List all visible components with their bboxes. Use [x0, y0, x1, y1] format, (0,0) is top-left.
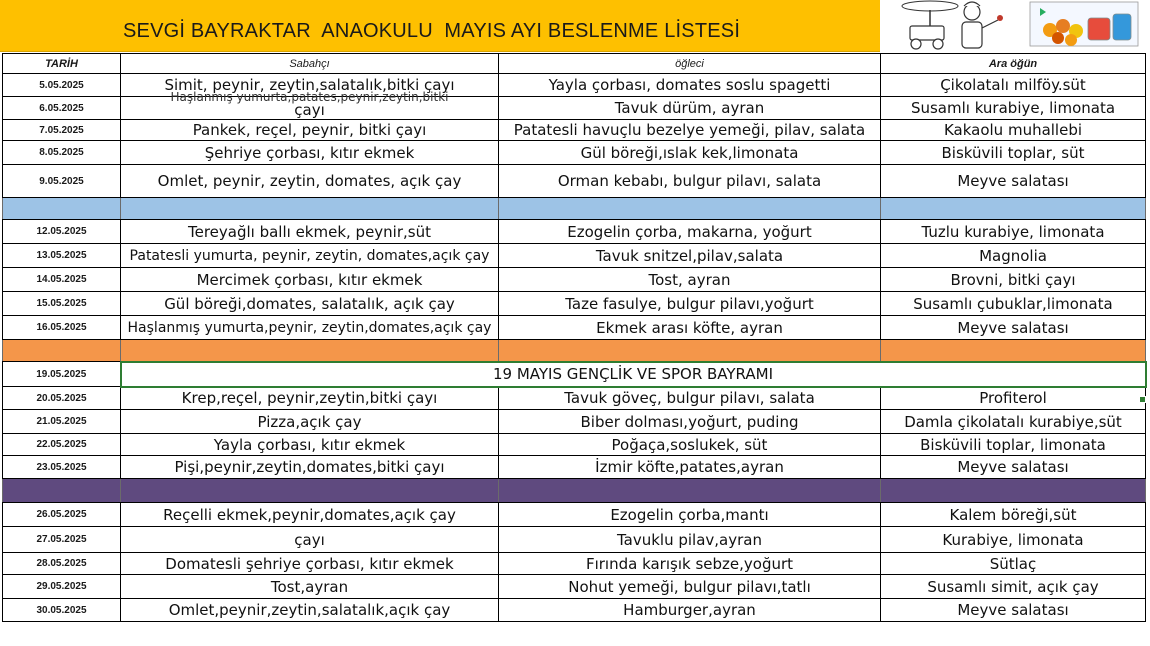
snack-cell[interactable]: Profiterol	[881, 387, 1146, 410]
breakfast-cell[interactable]	[121, 90, 499, 120]
menu-row	[3, 456, 1146, 479]
lunch-header: öğleci	[499, 54, 881, 74]
breakfast-cell[interactable]: Reçelli ekmek,peynir,domates,açık çay	[121, 503, 499, 527]
week-separator-row	[3, 479, 1146, 503]
clipart-area	[880, 0, 1150, 52]
date-cell[interactable]: 5.05.2025	[3, 74, 121, 97]
snack-cell[interactable]: Susamlı çubuklar,limonata	[881, 292, 1146, 316]
menu-row	[3, 434, 1146, 456]
date-cell[interactable]: 12.05.2025	[3, 220, 121, 244]
date-cell[interactable]: 22.05.2025	[3, 434, 121, 456]
breakfast-cell[interactable]: Omlet,peynir,zeytin,salatalık,açık çay	[121, 599, 499, 622]
breakfast-cell[interactable]: Tereyağlı ballı ekmek, peynir,süt	[121, 220, 499, 244]
breakfast-cell[interactable]: Mercimek çorbası, kıtır ekmek	[121, 268, 499, 292]
separator-cell	[499, 479, 881, 503]
lunch-cell[interactable]: Fırında karışık sebze,yoğurt	[499, 553, 881, 575]
snack-cell[interactable]: Kakaolu muhallebi	[881, 120, 1146, 141]
date-cell[interactable]: 30.05.2025	[3, 599, 121, 622]
lunch-cell[interactable]: Tavuklu pilav,ayran	[499, 527, 881, 553]
date-cell[interactable]: 29.05.2025	[3, 575, 121, 599]
snack-cell[interactable]: Meyve salatası	[881, 316, 1146, 340]
lunch-cell[interactable]: Gül böreği,ıslak kek,limonata	[499, 141, 881, 165]
breakfast-cell[interactable]: Omlet, peynir, zeytin, domates, açık çay	[121, 165, 499, 198]
overflow-text: Haşlanmış yumurta,patates,peynir,zeytin,bitki	[170, 90, 449, 104]
breakfast-cell[interactable]: Pizza,açık çay	[121, 410, 499, 434]
snack-cell[interactable]: Bisküvili toplar, limonata	[881, 434, 1146, 456]
date-cell[interactable]: 20.05.2025	[3, 387, 121, 410]
menu-row	[3, 599, 1146, 622]
breakfast-cell[interactable]: Haşlanmış yumurta,peynir, zeytin,domates,açık çay	[121, 316, 499, 340]
date-cell[interactable]: 6.05.2025	[3, 97, 121, 120]
snack-cell[interactable]: Meyve salatası	[881, 165, 1146, 198]
lunch-cell[interactable]: Tavuk göveç, bulgur pilavı, salata	[499, 387, 881, 410]
snack-cell[interactable]: Brovni, bitki çayı	[881, 268, 1146, 292]
date-cell[interactable]: 28.05.2025	[3, 553, 121, 575]
snack-cell[interactable]: Susamlı kurabiye, limonata	[881, 97, 1146, 120]
lunch-cell[interactable]: Orman kebabı, bulgur pilavı, salata	[499, 165, 881, 198]
menu-row	[3, 220, 1146, 244]
lunch-cell[interactable]: Ekmek arası köfte, ayran	[499, 316, 881, 340]
breakfast-cell[interactable]: Yayla çorbası, kıtır ekmek	[121, 434, 499, 456]
cell-selection-handle[interactable]	[1139, 396, 1146, 403]
snack-cell[interactable]: Magnolia	[881, 244, 1146, 268]
snack-cell[interactable]: Bisküvili toplar, süt	[881, 141, 1146, 165]
breakfast-cell[interactable]: Domatesli şehriye çorbası, kıtır ekmek	[121, 553, 499, 575]
breakfast-cell[interactable]: Gül böreği,domates, salatalık, açık çay	[121, 292, 499, 316]
breakfast-cell[interactable]: Tost,ayran	[121, 575, 499, 599]
date-cell[interactable]: 9.05.2025	[3, 165, 121, 198]
separator-cell	[3, 198, 121, 220]
menu-row	[3, 97, 1146, 120]
lunch-cell[interactable]: Yayla çorbası, domates soslu spagetti	[499, 74, 881, 97]
snack-header: Ara öğün	[881, 54, 1146, 74]
date-cell[interactable]: 13.05.2025	[3, 244, 121, 268]
separator-cell	[121, 198, 499, 220]
separator-cell	[3, 340, 121, 362]
menu-row	[3, 410, 1146, 434]
snack-cell[interactable]: Kalem böreği,süt	[881, 503, 1146, 527]
holiday-cell[interactable]: 19 MAYIS GENÇLİK VE SPOR BAYRAMI	[121, 362, 1146, 387]
separator-cell	[3, 479, 121, 503]
menu-row	[3, 120, 1146, 141]
snack-cell[interactable]: Kurabiye, limonata	[881, 527, 1146, 553]
snack-cell[interactable]: Çikolatalı milföy.süt	[881, 74, 1146, 97]
week-separator-row	[3, 340, 1146, 362]
menu-row	[3, 503, 1146, 527]
lunch-cell[interactable]: İzmir köfte,patates,ayran	[499, 456, 881, 479]
breakfast-cell[interactable]: Krep,reçel, peynir,zeytin,bitki çayı	[121, 387, 499, 410]
lunch-cell[interactable]: Biber dolması,yoğurt, puding	[499, 410, 881, 434]
snack-cell[interactable]: Damla çikolatalı kurabiye,süt	[881, 410, 1146, 434]
page-title: SEVGİ BAYRAKTAR ANAOKULU MAYIS AYI BESLENME LİSTESİ	[123, 20, 741, 42]
separator-cell	[881, 479, 1146, 503]
snack-cell[interactable]: Meyve salatası	[881, 599, 1146, 622]
lunch-cell[interactable]: Taze fasulye, bulgur pilavı,yoğurt	[499, 292, 881, 316]
date-header: TARİH	[3, 54, 121, 74]
date-cell[interactable]: 14.05.2025	[3, 268, 121, 292]
menu-row	[3, 316, 1146, 340]
snack-cell[interactable]: Susamlı simit, açık çay	[881, 575, 1146, 599]
date-cell[interactable]: 15.05.2025	[3, 292, 121, 316]
snack-cell[interactable]: Sütlaç	[881, 553, 1146, 575]
menu-row	[3, 141, 1146, 165]
lunch-cell[interactable]: Ezogelin çorba, makarna, yoğurt	[499, 220, 881, 244]
separator-cell	[499, 198, 881, 220]
menu-row	[3, 244, 1146, 268]
lunch-cell[interactable]: Patatesli havuçlu bezelye yemeği, pilav, salata	[499, 120, 881, 141]
breakfast-cell[interactable]: Simit, peynir, zeytin,salatalık,bitki çayı	[121, 74, 499, 97]
separator-cell	[121, 340, 499, 362]
snack-cell[interactable]: Tuzlu kurabiye, limonata	[881, 220, 1146, 244]
breakfast-cell[interactable]: Pankek, reçel, peynir, bitki çayı	[121, 120, 499, 141]
lunch-cell[interactable]: Poğaça,soslukek, süt	[499, 434, 881, 456]
menu-row	[3, 575, 1146, 599]
lunch-cell[interactable]: Tavuk snitzel,pilav,salata	[499, 244, 881, 268]
breakfast-cell[interactable]: Şehriye çorbası, kıtır ekmek	[121, 141, 499, 165]
menu-row	[3, 165, 1146, 198]
breakfast-cell[interactable]: Pişi,peynir,zeytin,domates,bitki çayı	[121, 456, 499, 479]
menu-row	[3, 268, 1146, 292]
date-cell[interactable]: 27.05.2025	[3, 527, 121, 553]
lunch-cell[interactable]: Tavuk dürüm, ayran	[499, 97, 881, 120]
lunch-cell[interactable]: Hamburger,ayran	[499, 599, 881, 622]
date-cell[interactable]: 19.05.2025	[3, 362, 121, 387]
breakfast-cell[interactable]: çayı	[121, 527, 499, 553]
date-cell[interactable]: 16.05.2025	[3, 316, 121, 340]
separator-cell	[499, 340, 881, 362]
separator-cell	[881, 198, 1146, 220]
week-separator-row	[3, 198, 1146, 220]
date-cell[interactable]: 26.05.2025	[3, 503, 121, 527]
menu-row	[3, 292, 1146, 316]
breakfast-header: Sabahçı	[121, 54, 499, 74]
title-banner	[0, 0, 880, 52]
menu-row	[3, 527, 1146, 553]
date-cell[interactable]: 7.05.2025	[3, 120, 121, 141]
lunch-cell[interactable]: Ezogelin çorba,mantı	[499, 503, 881, 527]
lunch-cell[interactable]: Tost, ayran	[499, 268, 881, 292]
header-row	[3, 54, 1146, 74]
snack-cell[interactable]: Meyve salatası	[881, 456, 1146, 479]
menu-row	[3, 553, 1146, 575]
date-cell[interactable]: 23.05.2025	[3, 456, 121, 479]
menu-table	[2, 53, 1147, 622]
date-cell[interactable]: 8.05.2025	[3, 141, 121, 165]
date-cell[interactable]: 21.05.2025	[3, 410, 121, 434]
chef-cart-illustration	[880, 0, 1150, 52]
separator-cell	[881, 340, 1146, 362]
lunch-cell[interactable]: Nohut yemeği, bulgur pilavı,tatlı	[499, 575, 881, 599]
menu-row	[3, 387, 1146, 410]
breakfast-text: çayı	[294, 101, 325, 119]
breakfast-cell[interactable]: Patatesli yumurta, peynir, zeytin, domates,açık çay	[121, 244, 499, 268]
separator-cell	[121, 479, 499, 503]
menu-row	[3, 362, 1146, 387]
